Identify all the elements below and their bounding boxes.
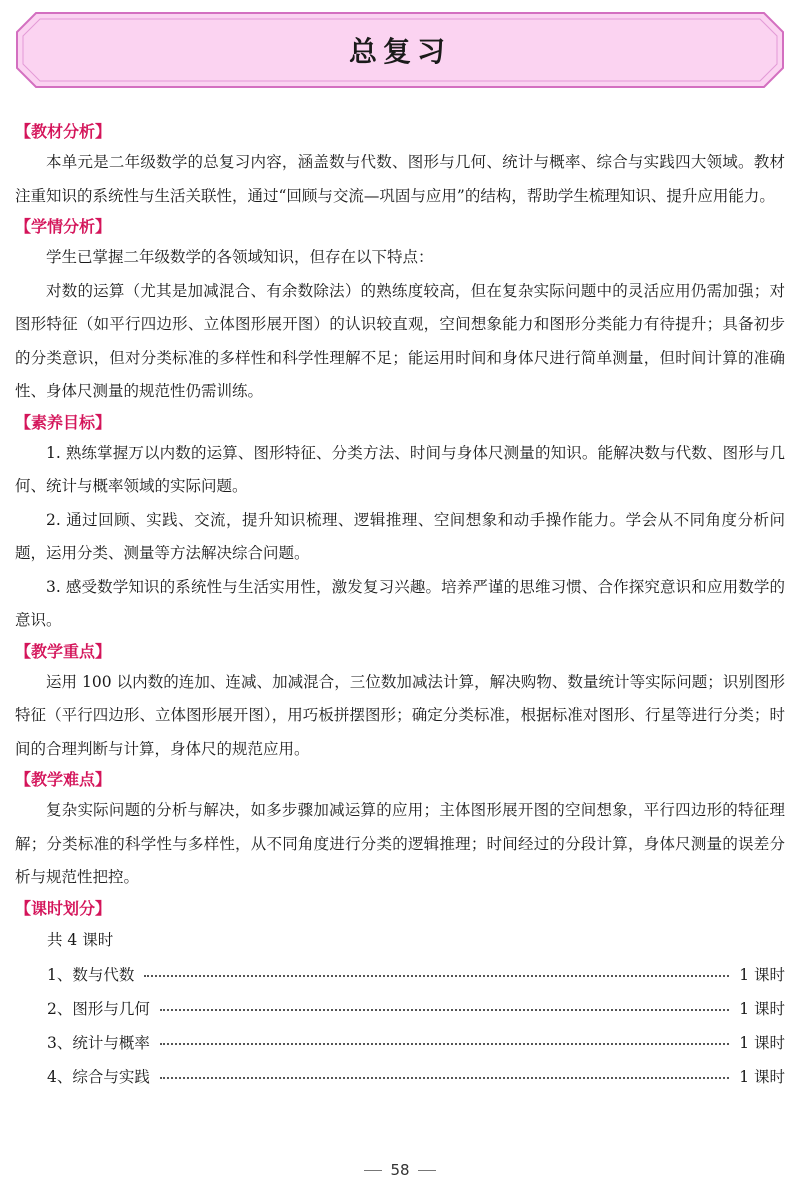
paragraph: 学生已掌握二年级数学的各领域知识，但存在以下特点： <box>46 248 434 266</box>
schedule-item-count: 1 课时 <box>739 1067 785 1086</box>
section-heading: 【学情分析】 <box>15 217 112 236</box>
schedule-row <box>15 1025 785 1059</box>
total-lessons: 共 4 课时 <box>47 930 114 949</box>
paragraph: 复杂实际问题的分析与解决，如多步骤加减运算的应用；主体图形展开图的空间想象，平行四边形的特征理解；分类标准的科学性与多样性，从不同角度进行分类的逻辑推理；时间经过的分段计算，身体尺测量的误差分析与规范性把控。 <box>15 801 785 886</box>
dot-leader <box>160 1009 729 1011</box>
goal-item: 1. 熟练掌握万以内数的运算、图形特征、分类方法、时间与身体尺测量的知识。能解决数与代数、图形与几何、统计与概率领域的实际问题。 <box>15 443 785 495</box>
dot-leader <box>160 1077 729 1079</box>
paragraph: 对数的运算（尤其是加减混合、有余数除法）的熟练度较高，但在复杂实际问题中的灵活应用仍需加强；对图形特征（如平行四边形、立体图形展开图）的认识较直观，空间想象能力和图形分类能力有待提升；具备初步的分类意识，但对分类标准的多样性和科学性理解不足；能运用时间和身体尺进行简单测量，但时间计算的准确性、身体尺测量的规范性仍需训练。 <box>15 281 785 400</box>
goal-item: 2. 通过回顾、实践、交流，提升知识梳理、逻辑推理、空间想象和动手操作能力。学会从不同角度分析问题，运用分类、测量等方法解决综合问题。 <box>15 510 785 562</box>
schedule-item-count: 1 课时 <box>739 1033 785 1052</box>
dot-leader <box>160 1043 729 1045</box>
title-banner <box>14 10 786 90</box>
page-title: 总复习 <box>348 35 451 68</box>
goal-item: 3. 感受数学知识的系统性与生活实用性，激发复习兴趣。培养严谨的思维习惯、合作探究意识和应用数学的意识。 <box>15 577 785 629</box>
page-number: 58 <box>390 1161 410 1179</box>
paragraph: 运用 100 以内数的连加、连减、加减混合，三位数加减法计算，解决购物、数量统计等实际问题；识别图形特征（平行四边形、立体图形展开图），用巧板拼摆图形；确定分类标准，根据标准对图形、行星等进行分类；时间的合理判断与计算，身体尺的规范应用。 <box>15 672 785 758</box>
dot-leader <box>144 975 729 977</box>
footer-dash-left <box>364 1170 382 1171</box>
section-teaching-difficulty <box>15 766 785 895</box>
schedule-item-label: 2、图形与几何 <box>47 999 150 1018</box>
schedule-row <box>15 991 785 1025</box>
section-competency-goals <box>15 409 785 638</box>
schedule-item-label: 3、统计与概率 <box>47 1033 150 1052</box>
document-body <box>15 118 785 1093</box>
section-teaching-focus <box>15 638 785 767</box>
schedule-item-count: 1 课时 <box>739 999 785 1018</box>
page-footer <box>0 1158 800 1182</box>
section-heading: 【教材分析】 <box>15 122 112 141</box>
schedule-item-label: 1、数与代数 <box>47 965 135 984</box>
section-heading: 【素养目标】 <box>15 412 112 432</box>
schedule-row <box>15 957 785 991</box>
schedule-item-label: 4、综合与实践 <box>47 1067 150 1086</box>
schedule-row <box>15 1059 785 1093</box>
section-heading: 【教学重点】 <box>15 641 112 661</box>
footer-dash-right <box>418 1170 436 1171</box>
section-heading: 【教学难点】 <box>15 770 112 789</box>
paragraph: 本单元是二年级数学的总复习内容，涵盖数与代数、图形与几何、统计与概率、综合与实践四大领域。教材注重知识的系统性与生活关联性，通过“回顾与交流—巩固与应用”的结构，帮助学生梳理知识、提升应用能力。 <box>15 153 785 205</box>
section-textbook-analysis <box>15 118 785 213</box>
section-student-analysis <box>15 213 785 409</box>
section-heading: 【课时划分】 <box>15 898 112 918</box>
schedule-item-count: 1 课时 <box>739 965 785 984</box>
section-lesson-schedule <box>15 895 785 1093</box>
